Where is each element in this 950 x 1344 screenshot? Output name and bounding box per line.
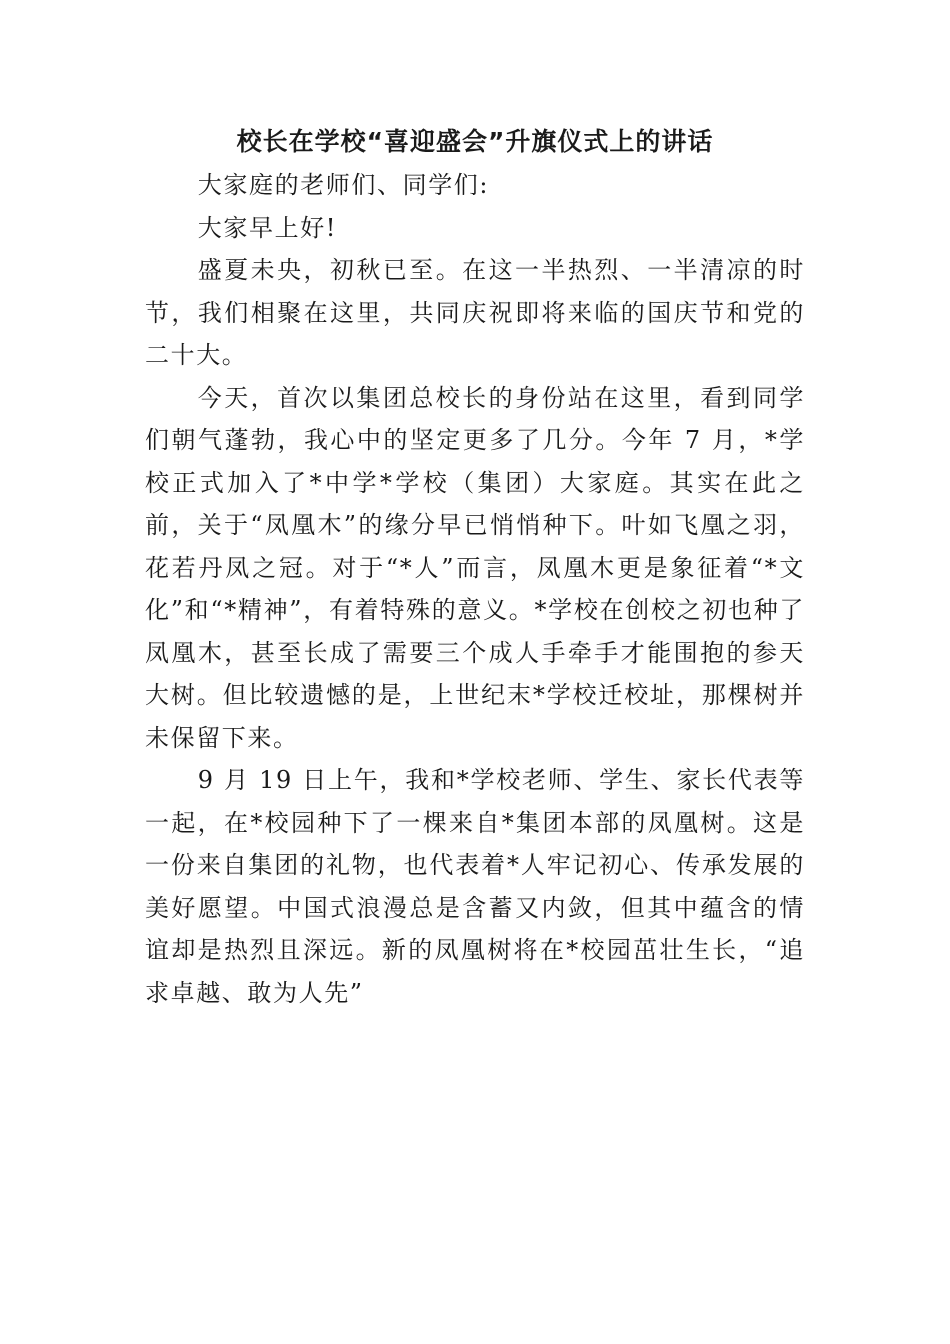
salutation-paragraph: 大家早上好! <box>197 213 338 242</box>
body-paragraph: 今天，首次以集团总校长的身份站在这里，看到同学们朝气蓬勃，我心中的坚定更多了几分。今年 7 月，*学校正式加入了*中学*学校（集团）大家庭。其实在此之前，关于“凤凰木”的缘分早已悄悄种下。叶如飞凰之羽，花若丹凤之冠。对于“*人”而言，凤凰木更是象征着“*文化”和“*精神”，有着特殊的意义。*学校在创校之初也种了凤凰木，甚至长成了需要三个成人手牵手才能围抱的参天大树。但比较遗憾的是，上世纪末*学校迁校址，那棵树并未保留下来。 <box>145 383 805 752</box>
body-paragraph: 9 月 19 日上午，我和*学校老师、学生、家长代表等一起，在*校园种下了一棵来自*集团本部的凤凰树。这是一份来自集团的礼物，也代表着*人牢记初心、传承发展的美好愿望。中国式浪漫总是含蓄又内敛，但其中蕴含的情谊却是热烈且深远。新的凤凰树将在*校园茁壮生长，“追求卓越、敢为人先” <box>145 766 805 1007</box>
document-body <box>145 164 805 1014</box>
body-paragraph: 盛夏未央，初秋已至。在这一半热烈、一半清凉的时节，我们相聚在这里，共同庆祝即将来临的国庆节和党的二十大。 <box>145 256 805 369</box>
greeting-paragraph: 大家庭的老师们、同学们: <box>197 171 490 199</box>
document-title: 校长在学校“喜迎盛会”升旗仪式上的讲话 <box>236 127 714 156</box>
